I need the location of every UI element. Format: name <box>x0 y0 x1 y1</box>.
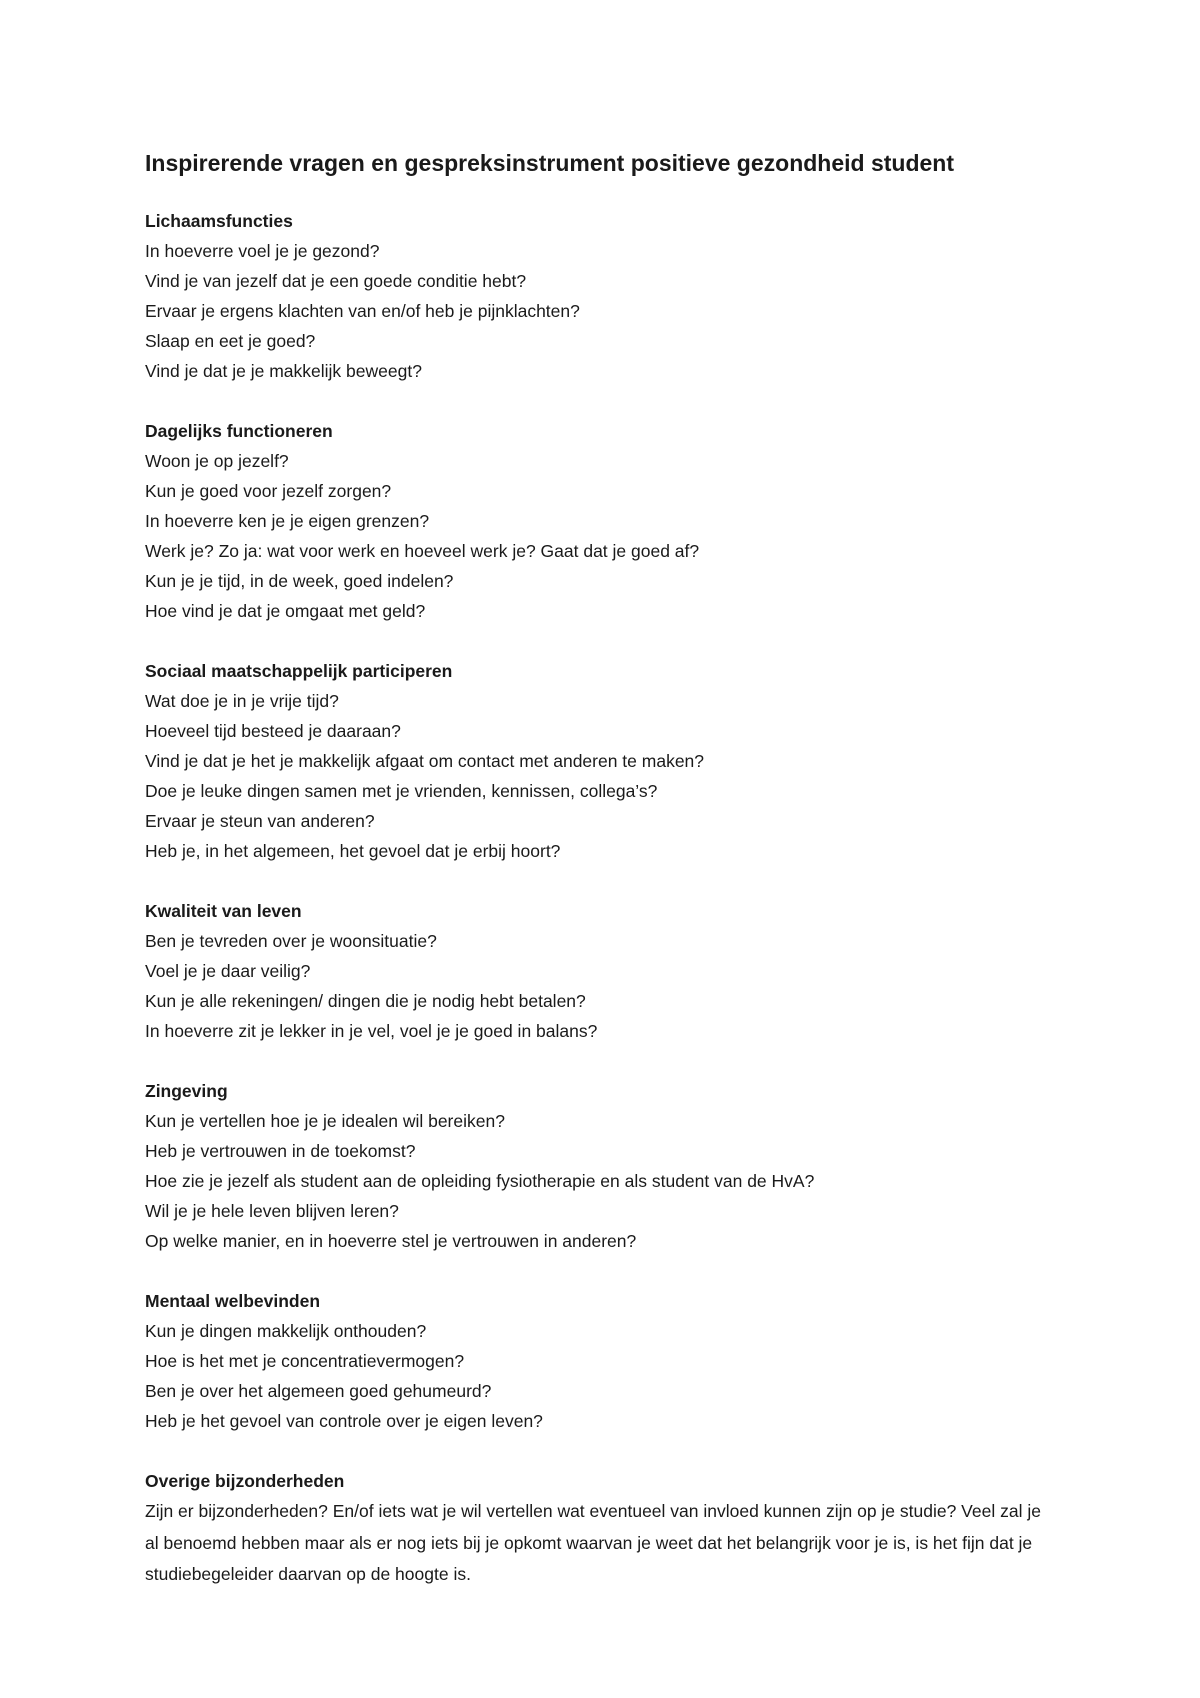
question: Vind je dat je het je makkelijk afgaat om contact met anderen te maken? <box>145 751 705 771</box>
question: Wil je je hele leven blijven leren? <box>145 1201 399 1221</box>
question: Vind je van jezelf dat je een goede conditie hebt? <box>145 271 527 291</box>
section-dagelijks-functioneren <box>145 416 1050 626</box>
section-heading: Mentaal welbevinden <box>145 1291 321 1311</box>
question: Kun je alle rekeningen/ dingen die je nodig hebt betalen? <box>145 991 586 1011</box>
question: Hoe is het met je concentratievermogen? <box>145 1351 465 1371</box>
question: Heb je, in het algemeen, het gevoel dat je erbij hoort? <box>145 841 561 861</box>
question: Ervaar je ergens klachten van en/of heb je pijnklachten? <box>145 301 580 321</box>
question: Kun je vertellen hoe je je idealen wil bereiken? <box>145 1111 505 1131</box>
section-heading: Dagelijks functioneren <box>145 421 333 441</box>
document-title: Inspirerende vragen en gespreksinstrument positieve gezondheid student <box>145 150 955 176</box>
question: Slaap en eet je goed? <box>145 331 316 351</box>
question: Hoe zie je jezelf als student aan de opleiding fysiotherapie en als student van de HvA? <box>145 1171 815 1191</box>
question: Doe je leuke dingen samen met je vrienden, kennissen, collega’s? <box>145 781 658 801</box>
question: In hoeverre ken je je eigen grenzen? <box>145 511 430 531</box>
section-kwaliteit-van-leven <box>145 896 1050 1046</box>
question: Hoeveel tijd besteed je daaraan? <box>145 721 401 741</box>
section-lichaamsfuncties <box>145 206 1050 386</box>
question: Hoe vind je dat je omgaat met geld? <box>145 601 426 621</box>
closing-paragraph: Zijn er bijzonderheden? En/of iets wat je wil vertellen wat eventueel van invloed kunnen zijn op je studie? Veel zal je al benoemd hebben maar als er nog iets bij je opkomt waarvan je weet dat het belangrijk voor je is, is het fijn dat je studiebegeleider daarvan op de hoogte is. <box>145 1501 1041 1584</box>
section-heading: Sociaal maatschappelijk participeren <box>145 661 453 681</box>
section-heading: Kwaliteit van leven <box>145 901 302 921</box>
question: Ben je over het algemeen goed gehumeurd? <box>145 1381 492 1401</box>
section-zingeving <box>145 1076 1050 1256</box>
question: In hoeverre voel je je gezond? <box>145 241 380 261</box>
section-heading: Lichaamsfuncties <box>145 211 293 231</box>
question: Kun je dingen makkelijk onthouden? <box>145 1321 427 1341</box>
question: Woon je op jezelf? <box>145 451 289 471</box>
section-heading: Overige bijzonderheden <box>145 1471 345 1491</box>
section-sociaal-maatschappelijk-participeren <box>145 656 1050 866</box>
question: Heb je het gevoel van controle over je eigen leven? <box>145 1411 543 1431</box>
question: Wat doe je in je vrije tijd? <box>145 691 339 711</box>
question: Heb je vertrouwen in de toekomst? <box>145 1141 416 1161</box>
question: Op welke manier, en in hoeverre stel je vertrouwen in anderen? <box>145 1231 637 1251</box>
section-heading: Zingeving <box>145 1081 228 1101</box>
question: Kun je je tijd, in de week, goed indelen? <box>145 571 454 591</box>
question: Kun je goed voor jezelf zorgen? <box>145 481 392 501</box>
question: Ervaar je steun van anderen? <box>145 811 375 831</box>
question: In hoeverre zit je lekker in je vel, voel je je goed in balans? <box>145 1021 598 1041</box>
question: Werk je? Zo ja: wat voor werk en hoeveel werk je? Gaat dat je goed af? <box>145 541 700 561</box>
question: Voel je je daar veilig? <box>145 961 311 981</box>
question: Ben je tevreden over je woonsituatie? <box>145 931 437 951</box>
question: Vind je dat je je makkelijk beweegt? <box>145 361 422 381</box>
section-overige-bijzonderheden <box>145 1466 1050 1591</box>
section-mentaal-welbevinden <box>145 1286 1050 1436</box>
